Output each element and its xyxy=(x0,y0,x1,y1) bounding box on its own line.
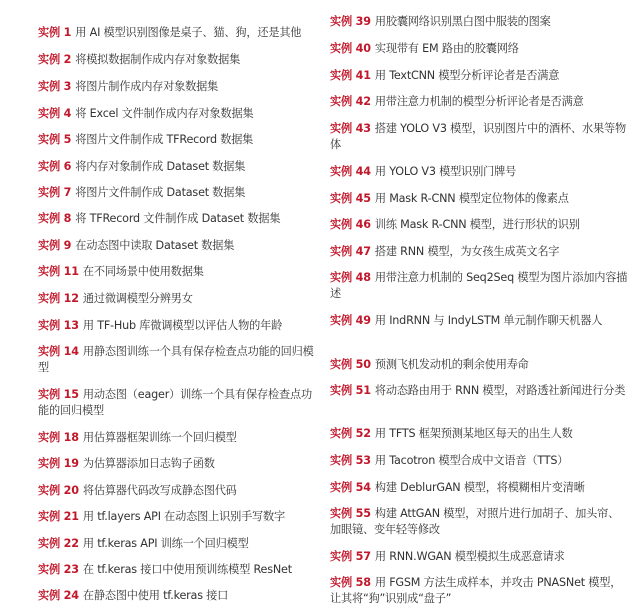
example-title: 用静态图训练一个具有保存检查点功能的回归模型 xyxy=(38,345,314,374)
example-title: 用 TFTS 框架预测某地区每天的出生人数 xyxy=(374,427,573,440)
example-title: 构建 AttGAN 模型，对照片进行加胡子、加头帘、加眼镜、变年轻等修改 xyxy=(330,507,620,536)
example-number: 实例 21 xyxy=(38,510,79,523)
example-number: 实例 9 xyxy=(38,239,72,252)
list-item xyxy=(38,106,320,122)
list-item xyxy=(330,506,630,537)
example-number: 实例 18 xyxy=(38,431,79,444)
list-item xyxy=(38,509,320,525)
example-title: 在静态图中使用 tf.keras 接口 xyxy=(82,589,229,602)
example-number: 实例 11 xyxy=(38,265,79,278)
example-title: 用 TextCNN 模型分析评论者是否满意 xyxy=(374,69,560,82)
example-number: 实例 51 xyxy=(330,384,371,397)
list-item xyxy=(330,164,630,180)
example-title: 实现带有 EM 路由的胶囊网络 xyxy=(374,42,519,55)
example-title: 用带注意力机制的模型分析评论者是否满意 xyxy=(374,95,584,108)
list-item xyxy=(38,562,320,578)
example-title: 用 tf.keras API 训练一个回归模型 xyxy=(82,537,249,550)
example-number: 实例 55 xyxy=(330,507,371,520)
list-item xyxy=(330,270,630,301)
list-item xyxy=(330,453,630,469)
example-number: 实例 3 xyxy=(38,80,72,93)
example-title: 用胶囊网络识别黑白图中服装的图案 xyxy=(374,15,551,28)
example-title: 用 TF-Hub 库微调模型以评估人物的年龄 xyxy=(82,319,283,332)
example-title: 用 Mask R-CNN 模型定位物体的像素点 xyxy=(374,192,569,205)
example-number: 实例 2 xyxy=(38,53,72,66)
list-item xyxy=(38,132,320,148)
example-number: 实例 40 xyxy=(330,42,371,55)
list-item xyxy=(330,94,630,110)
example-title: 将模拟数据制作成内存对象数据集 xyxy=(75,53,241,66)
example-number: 实例 52 xyxy=(330,427,371,440)
list-item xyxy=(38,483,320,499)
example-title: 将估算器代码改写成静态图代码 xyxy=(82,484,237,497)
example-number: 实例 19 xyxy=(38,457,79,470)
example-title: 用 tf.layers API 在动态图上识别手写数字 xyxy=(82,510,286,523)
example-number: 实例 12 xyxy=(38,292,79,305)
example-title: 用 RNN.WGAN 模型模拟生成恶意请求 xyxy=(374,550,565,563)
example-number: 实例 39 xyxy=(330,15,371,28)
example-title: 用 IndRNN 与 IndyLSTM 单元制作聊天机器人 xyxy=(374,314,603,327)
example-number: 实例 15 xyxy=(38,388,79,401)
example-number: 实例 41 xyxy=(330,69,371,82)
example-title: 为估算器添加日志钩子函数 xyxy=(82,457,215,470)
example-number: 实例 47 xyxy=(330,245,371,258)
list-item xyxy=(38,536,320,552)
list-item xyxy=(330,14,630,30)
example-number: 实例 49 xyxy=(330,314,371,327)
example-title: 用带注意力机制的 Seq2Seq 模型为图片添加内容描述 xyxy=(330,271,628,300)
example-title: 用 YOLO V3 模型识别门牌号 xyxy=(374,165,517,178)
example-number: 实例 57 xyxy=(330,550,371,563)
list-item xyxy=(330,68,630,84)
list-item xyxy=(38,52,320,68)
example-title: 通过微调模型分辨男女 xyxy=(82,292,193,305)
list-item xyxy=(330,217,630,233)
list-item xyxy=(38,211,320,227)
example-title: 用 FGSM 方法生成样本，并攻击 PNASNet 模型，让其将“狗”识别成“盘子” xyxy=(330,576,622,605)
example-number: 实例 45 xyxy=(330,192,371,205)
example-title: 预测飞机发动机的剩余使用寿命 xyxy=(374,358,529,371)
list-item xyxy=(330,313,630,329)
example-number: 实例 4 xyxy=(38,107,72,120)
example-number: 实例 23 xyxy=(38,563,79,576)
example-title: 在动态图中读取 Dataset 数据集 xyxy=(75,239,235,252)
example-number: 实例 6 xyxy=(38,160,72,173)
example-title: 用 AI 模型识别图像是桌子、猫、狗，还是其他 xyxy=(75,26,302,39)
example-title: 将图片制作成内存对象数据集 xyxy=(75,80,219,93)
example-title: 训练 Mask R-CNN 模型，进行形状的识别 xyxy=(374,218,580,231)
example-title: 用估算器框架训练一个回归模型 xyxy=(82,431,237,444)
example-title: 在 tf.keras 接口中使用预训练模型 ResNet xyxy=(82,563,292,576)
example-number: 实例 50 xyxy=(330,358,371,371)
example-title: 搭建 YOLO V3 模型，识别图片中的酒杯、水果等物体 xyxy=(330,122,626,151)
list-item xyxy=(330,549,630,565)
example-number: 实例 14 xyxy=(38,345,79,358)
list-item xyxy=(330,41,630,57)
example-number: 实例 42 xyxy=(330,95,371,108)
example-title: 将图片文件制作成 Dataset 数据集 xyxy=(75,186,246,199)
example-number: 实例 44 xyxy=(330,165,371,178)
example-title: 用动态图（eager）训练一个具有保存检查点功能的回归模型 xyxy=(38,388,312,417)
example-number: 实例 22 xyxy=(38,537,79,550)
example-number: 实例 54 xyxy=(330,481,371,494)
example-number: 实例 20 xyxy=(38,484,79,497)
example-number: 实例 7 xyxy=(38,186,72,199)
example-number: 实例 43 xyxy=(330,122,371,135)
example-number: 实例 58 xyxy=(330,576,371,589)
list-item xyxy=(330,191,630,207)
example-title: 将图片文件制作成 TFRecord 数据集 xyxy=(75,133,254,146)
list-item xyxy=(38,318,320,334)
example-title: 在不同场景中使用数据集 xyxy=(82,265,204,278)
list-item xyxy=(38,456,320,472)
example-number: 实例 53 xyxy=(330,454,371,467)
example-number: 实例 1 xyxy=(38,26,72,39)
list-item xyxy=(330,357,630,373)
example-number: 实例 8 xyxy=(38,212,72,225)
list-item xyxy=(38,387,320,418)
list-item xyxy=(38,79,320,95)
list-item xyxy=(38,185,320,201)
example-title: 将 Excel 文件制作成内存对象数据集 xyxy=(75,107,254,120)
example-number: 实例 24 xyxy=(38,589,79,602)
list-item xyxy=(330,383,630,399)
list-item xyxy=(38,588,320,604)
list-item xyxy=(330,121,630,152)
example-title: 搭建 RNN 模型，为女孩生成英文名字 xyxy=(374,245,560,258)
example-number: 实例 48 xyxy=(330,271,371,284)
example-title: 用 Tacotron 模型合成中文语音（TTS） xyxy=(374,454,569,467)
example-number: 实例 46 xyxy=(330,218,371,231)
list-item xyxy=(330,480,630,496)
list-item xyxy=(38,344,320,375)
list-item xyxy=(38,430,320,446)
list-item xyxy=(330,244,630,260)
list-item xyxy=(38,238,320,254)
example-title: 构建 DeblurGAN 模型，将模糊相片变清晰 xyxy=(374,481,585,494)
example-number: 实例 13 xyxy=(38,319,79,332)
list-item xyxy=(38,159,320,175)
list-item xyxy=(330,426,630,442)
list-item xyxy=(38,25,320,41)
example-number: 实例 5 xyxy=(38,133,72,146)
example-title: 将动态路由用于 RNN 模型，对路透社新闻进行分类 xyxy=(374,384,626,397)
example-title: 将内存对象制作成 Dataset 数据集 xyxy=(75,160,246,173)
list-item xyxy=(330,575,630,606)
list-item xyxy=(38,264,320,280)
list-item xyxy=(38,291,320,307)
example-title: 将 TFRecord 文件制作成 Dataset 数据集 xyxy=(75,212,281,225)
